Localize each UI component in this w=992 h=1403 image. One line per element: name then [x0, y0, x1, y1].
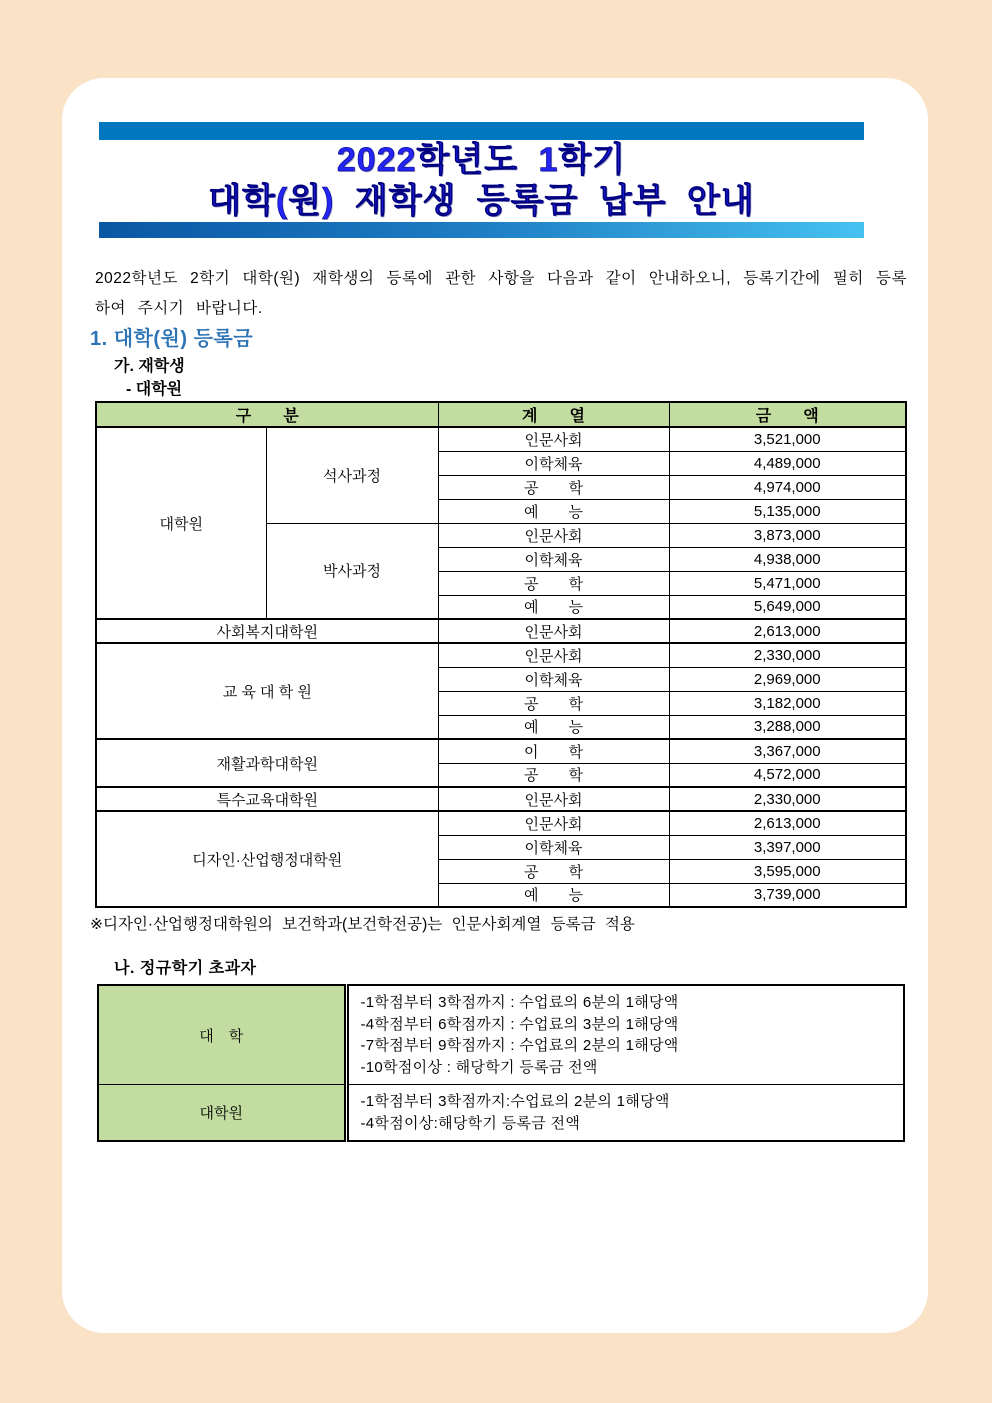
document-title-line1: 2022학년도 1학기 [336, 141, 627, 179]
cell-field: 공 학 [438, 691, 669, 715]
cell-field: 이학체육 [438, 451, 669, 475]
intro-paragraph: 2022학년도 2학기 대학(원) 재학생의 등록에 관한 사항을 다음과 같이 안내하오니, 등록기간에 필히 등록하여 주시기 바랍니다. [95, 270, 907, 317]
cell-amount: 2,330,000 [669, 787, 906, 811]
cell-program-master: 석사과정 [266, 427, 438, 523]
cell-field: 인문사회 [438, 787, 669, 811]
document-title [99, 140, 864, 222]
cell-amount: 2,969,000 [669, 667, 906, 691]
cell-group-socialwelfare: 사회복지대학원 [96, 619, 438, 643]
cell-program-doctor: 박사과정 [266, 523, 438, 619]
document-page [62, 78, 928, 1333]
cell-amount: 3,595,000 [669, 859, 906, 883]
table-row [96, 739, 906, 763]
cell-amount: 3,397,000 [669, 835, 906, 859]
table-row [98, 1085, 904, 1142]
cell-field: 인문사회 [438, 811, 669, 835]
header-amount: 금 액 [669, 402, 906, 427]
rule-line: -10학점이상 : 해당학기 등록금 전액 [360, 1058, 598, 1076]
cell-amount: 3,739,000 [669, 883, 906, 907]
cell-amount: 2,613,000 [669, 619, 906, 643]
rule-line: -1학점부터 3학점까지:수업료의 2분의 1해당액 [360, 1093, 670, 1110]
header-gradient-bar [99, 222, 864, 238]
cell-field: 공 학 [438, 859, 669, 883]
table-header-row [96, 402, 906, 427]
cell-amount: 3,367,000 [669, 739, 906, 763]
table-footnote: ※디자인·산업행정대학원의 보건학과(보건학전공)는 인문사회계열 등록금 적용 [90, 916, 635, 933]
rule-line: -7학점부터 9학점까지 : 수업료의 2분의 1해당액 [360, 1037, 679, 1054]
cell-amount: 3,182,000 [669, 691, 906, 715]
header-field: 계 열 [438, 402, 669, 427]
cell-amount: 3,873,000 [669, 523, 906, 547]
cell-key-gradschool: 대학원 [98, 1085, 346, 1142]
document-title-line2: 대학(원) 재학생 등록금 납부 안내 [208, 182, 755, 220]
cell-field: 인문사회 [438, 619, 669, 643]
cell-field: 이학체육 [438, 547, 669, 571]
grad-school-bullet: - 대학원 [126, 381, 183, 398]
table-row [96, 619, 906, 643]
tuition-table [95, 401, 907, 908]
cell-field: 예 능 [438, 595, 669, 619]
cell-amount: 4,572,000 [669, 763, 906, 787]
rule-line: -4학점부터 6학점까지 : 수업료의 3분의 1해당액 [360, 1015, 679, 1033]
section-1-heading: 1. 대학(원) 등록금 [90, 328, 254, 350]
rule-line: -1학점부터 3학점까지 : 수업료의 6분의 1해당액 [360, 994, 679, 1011]
cell-field: 인문사회 [438, 427, 669, 451]
cell-rules-university [346, 985, 904, 1085]
cell-key-university: 대 학 [98, 985, 346, 1085]
cell-field: 공 학 [438, 475, 669, 499]
cell-amount: 2,613,000 [669, 811, 906, 835]
cell-amount: 5,471,000 [669, 571, 906, 595]
cell-field: 이학체육 [438, 835, 669, 859]
header-top-bar [99, 122, 864, 140]
cell-field: 공 학 [438, 571, 669, 595]
cell-amount: 4,938,000 [669, 547, 906, 571]
cell-amount: 4,974,000 [669, 475, 906, 499]
cell-amount: 3,288,000 [669, 715, 906, 739]
tuition-table-header [96, 402, 906, 427]
cell-field: 예 능 [438, 715, 669, 739]
cell-field: 이학체육 [438, 667, 669, 691]
cell-group-rehab: 재활과학대학원 [96, 739, 438, 787]
cell-field: 예 능 [438, 883, 669, 907]
header-category: 구 분 [96, 402, 438, 427]
table-row [98, 985, 904, 1085]
cell-field: 예 능 [438, 499, 669, 523]
cell-amount: 3,521,000 [669, 427, 906, 451]
rule-line: -4학점이상:해당학기 등록금 전액 [360, 1114, 581, 1132]
cell-field: 공 학 [438, 763, 669, 787]
cell-group-specialed: 특수교육대학원 [96, 787, 438, 811]
cell-group-gradschool: 대학원 [96, 427, 266, 619]
cell-field: 인문사회 [438, 643, 669, 667]
cell-amount: 2,330,000 [669, 643, 906, 667]
cell-group-design: 디자인·산업행정대학원 [96, 811, 438, 907]
table-row [96, 787, 906, 811]
table-row [96, 811, 906, 835]
subsection-a-heading: 가. 재학생 [114, 358, 185, 375]
cell-rules-gradschool [346, 1085, 904, 1142]
subsection-b-heading: 나. 정규학기 초과자 [114, 960, 257, 977]
cell-amount: 4,489,000 [669, 451, 906, 475]
cell-field: 인문사회 [438, 523, 669, 547]
cell-amount: 5,649,000 [669, 595, 906, 619]
table-row [96, 427, 906, 451]
cell-field: 이 학 [438, 739, 669, 763]
cell-group-education: 교 육 대 학 원 [96, 643, 438, 739]
cell-amount: 5,135,000 [669, 499, 906, 523]
table-row [96, 643, 906, 667]
excess-semester-table [97, 984, 905, 1142]
